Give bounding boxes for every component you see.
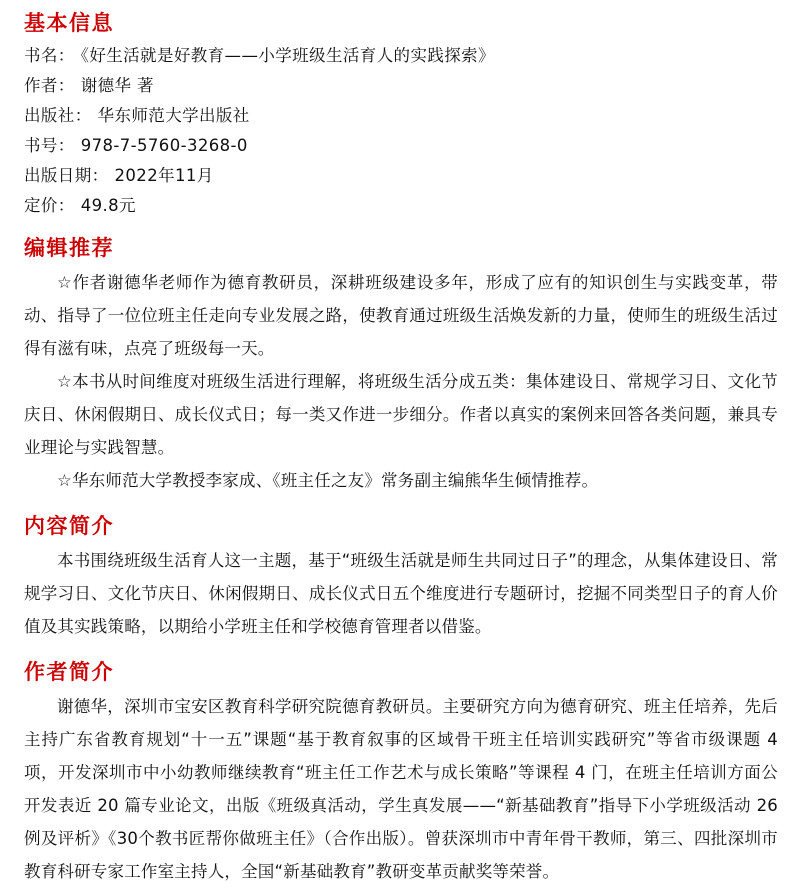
editor-recommendation-paragraph-1: ☆作者谢德华老师作为德育教研员，深耕班级建设多年，形成了应有的知识创生与实践变革，带动、指导了一位位班主任走向专业发展之路，使教育通过班级生活焕发新的力量，使师生的班级生活过得有滋有味，点亮了班级每一天。 (24, 273, 778, 358)
info-label-price: 定价： (24, 196, 75, 215)
section-heading-author-intro: 作者简介 (24, 660, 114, 684)
info-row-publisher (24, 101, 778, 131)
section-heading-content-intro: 内容简介 (24, 514, 114, 538)
info-label-author: 作者： (24, 76, 75, 95)
section-heading-basic-info: 基本信息 (24, 11, 114, 35)
section-content-intro (24, 511, 778, 643)
editor-recommendation-paragraph-2: ☆本书从时间维度对班级生活进行理解，将班级生活分成五类：集体建设日、常规学习日、文化节庆日、休闲假期日、成长仪式日；每一类又作进一步细分。作者以真实的案例来回答各类问题，兼具专业理论与实践智慧。 (24, 372, 778, 457)
info-label-pubdate: 出版日期： (24, 166, 109, 185)
basic-info-list (24, 41, 778, 221)
section-editor-recommendation (24, 233, 778, 497)
info-value-title: 《好生活就是好教育——小学班级生活育人的实践探索》 (80, 46, 495, 65)
info-row-author (24, 71, 778, 101)
info-label-publisher: 出版社： (24, 106, 92, 125)
editor-recommendation-paragraph-3: ☆华东师范大学教授李家成、《班主任之友》常务副主编熊华生倾情推荐。 (57, 471, 599, 490)
info-row-pubdate (24, 161, 778, 191)
content-intro-paragraph-1: 本书围绕班级生活育人这一主题，基于“班级生活就是师生共同过日子”的理念，从集体建设日、常规学习日、文化节庆日、休闲假期日、成长仪式日五个维度进行专题研讨，挖掘不同类型日子的育人价值及其实践策略，以期给小学班主任和学校德育管理者以借鉴。 (24, 551, 778, 636)
info-row-price (24, 191, 778, 221)
section-heading-editor-recommendation: 编辑推荐 (24, 236, 114, 260)
info-label-title: 书名： (24, 46, 75, 65)
info-row-title (24, 41, 778, 71)
info-value-isbn: 978-7-5760-3268-0 (80, 136, 248, 155)
section-basic-info (24, 8, 778, 221)
section-author-intro (24, 657, 778, 888)
info-value-publisher: 华东师范大学出版社 (97, 106, 250, 125)
author-intro-paragraph-1: 谢德华，深圳市宝安区教育科学研究院德育教研员。主要研究方向为德育研究、班主任培养，先后主持广东省教育规划“十一五”课题“基于教育叙事的区域骨干班主任培训实践研究”等省市级课题 4 项，开发深圳市中小幼教师继续教育“班主任工作艺术与成长策略”等课程 4 门，在班主任培训方面公开发表近 20 篇专业论文，出版《班级真活动，学生真发展——“新基础教育”指导下小学班级活动 26 例及评析》《30个教书匠帮你做班主任》（合作出版）。曾获深圳市中青年骨干教师，第三、四批深圳市教育科研专家工作室主持人，全国“新基础教育”教研变革贡献奖等荣誉。 (24, 697, 778, 881)
info-value-price: 49.8元 (80, 196, 136, 215)
info-value-pubdate: 2022年11月 (114, 166, 214, 185)
info-value-author: 谢德华 著 (80, 76, 154, 95)
info-row-isbn (24, 131, 778, 161)
info-label-isbn: 书号： (24, 136, 75, 155)
